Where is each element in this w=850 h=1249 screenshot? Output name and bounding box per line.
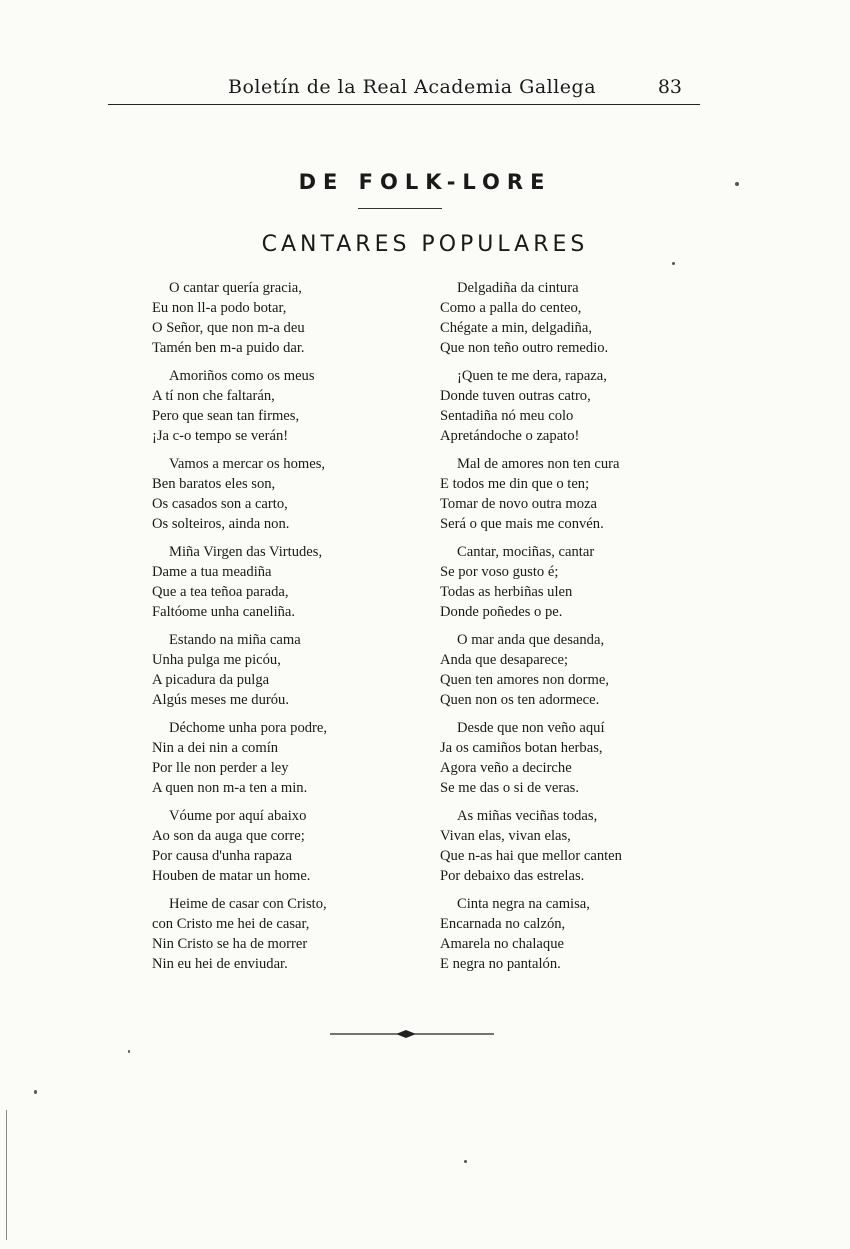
verse-line: Déchome unha pora podre, [169, 720, 328, 736]
ink-speck [464, 1160, 467, 1163]
verse-line: Que n-as hai que mellor canten [440, 848, 622, 864]
stanza [440, 630, 700, 710]
verse-line: Por debaixo das estrelas. [440, 868, 585, 884]
verse-line: E negra no pantalón. [440, 956, 561, 972]
verse-line: Por lle non perder a ley [152, 760, 289, 776]
verse-line: Encarnada no calzón, [440, 916, 566, 932]
verse-line: As miñas veciñas todas, [457, 808, 598, 824]
ink-speck [672, 262, 675, 265]
stanza [152, 542, 412, 622]
verse-line: con Cristo me hei de casar, [152, 916, 310, 932]
verse-line: O Señor, que non m-a deu [152, 320, 305, 336]
stanza [152, 278, 412, 358]
verse-line: Pero que sean tan firmes, [152, 408, 300, 424]
verse-line: Desde que non veño aquí [457, 720, 605, 736]
verse-line: A quen non m-a ten a min. [152, 780, 308, 796]
ink-speck [735, 182, 739, 186]
verse-line: Eu non ll-a podo botar, [152, 300, 287, 316]
end-ornament [330, 1028, 494, 1040]
verse-line: Faltóome unha caneliña. [152, 604, 296, 620]
verse-line: Amarela no chalaque [440, 936, 564, 952]
verse-line: Dame a tua meadiña [152, 564, 272, 580]
verse-line: Delgadiña da cintura [457, 280, 579, 296]
verse-line: Nin Cristo se ha de morrer [152, 936, 308, 952]
ink-speck [128, 1050, 130, 1053]
verse-line: Que non teño outro remedio. [440, 340, 609, 356]
verse-line: Por causa d'unha rapaza [152, 848, 292, 864]
verse-line: Heime de casar con Cristo, [169, 896, 327, 912]
verse-line: Ao son da auga que corre; [152, 828, 305, 844]
verse-line: E todos me din que o ten; [440, 476, 590, 492]
verse-line: Unha pulga me picóu, [152, 652, 281, 668]
verse-line: Tomar de novo outra moza [440, 496, 598, 512]
stanza [440, 454, 700, 534]
verse-line: Que a tea teñoa parada, [152, 584, 289, 600]
left-column [152, 278, 412, 982]
verse-line: Miña Virgen das Virtudes, [169, 544, 323, 560]
verse-line: O cantar quería gracia, [169, 280, 302, 296]
ink-speck [34, 1090, 37, 1094]
page-number: 83 [657, 76, 682, 98]
verse-line: Estando na miña cama [169, 632, 301, 648]
verse-line: Amoriños como os meus [169, 368, 315, 384]
verse-line: Agora veño a decirche [440, 760, 572, 776]
verse-line: Vivan elas, vivan elas, [440, 828, 571, 844]
verse-line: Cinta negra na camisa, [457, 896, 590, 912]
stanza [152, 366, 412, 446]
verse-line: Mal de amores non ten cura [457, 456, 620, 472]
verse-line: Vamos a mercar os homes, [169, 456, 326, 472]
verse-line: Chégate a min, delgadiña, [440, 320, 592, 336]
verse-line: Será o que mais me convén. [440, 516, 604, 532]
verse-line: Se por voso gusto é; [440, 564, 559, 580]
ink-speck [6, 1110, 7, 1240]
verse-line: A tí non che faltarán, [152, 388, 275, 404]
verse-line: Algús meses me duróu. [152, 692, 290, 708]
verse-line: Apretándoche o zapato! [440, 428, 580, 444]
header-rule [108, 104, 700, 105]
verse-line: Ben baratos eles son, [152, 476, 276, 492]
verse-line: Tamén ben m-a puido dar. [152, 340, 305, 356]
page-header [108, 70, 700, 104]
stanza [440, 718, 700, 798]
verse-line: Vóume por aquí abaixo [169, 808, 307, 824]
verse-line: Quen non os ten adormece. [440, 692, 600, 708]
title-divider [358, 208, 442, 209]
verse-line: Quen ten amores non dorme, [440, 672, 609, 688]
verse-line: Donde poñedes o pe. [440, 604, 563, 620]
verse-line: Nin a dei nin a comín [152, 740, 279, 756]
stanza [440, 278, 700, 358]
verse-line: Cantar, mociñas, cantar [457, 544, 595, 560]
verse-line: Ja os camiños botan herbas, [440, 740, 603, 756]
sub-title: CANTARES POPULARES [261, 232, 589, 257]
verse-line: ¡Quen te me dera, rapaza, [457, 368, 607, 384]
stanza [440, 542, 700, 622]
verse-line: Os casados son a carto, [152, 496, 288, 512]
stanza [440, 806, 700, 886]
stanza [152, 630, 412, 710]
stanza [152, 718, 412, 798]
verse-line: Houben de matar un home. [152, 868, 311, 884]
stanza [440, 894, 700, 974]
verse-line: Nin eu hei de enviudar. [152, 956, 288, 972]
verse-line: Os solteiros, ainda non. [152, 516, 290, 532]
verse-line: O mar anda que desanda, [457, 632, 605, 648]
verse-line: Sentadiña nó meu colo [440, 408, 574, 424]
verse-line: A picadura da pulga [152, 672, 270, 688]
running-title: Boletín de la Real Academia Gallega [228, 76, 597, 98]
verse-line: Como a palla do centeo, [440, 300, 582, 316]
stanza [152, 894, 412, 974]
stanza [440, 366, 700, 446]
stanza [152, 454, 412, 534]
verse-line: Anda que desaparece; [440, 652, 569, 668]
section-title: DE FOLK-LORE [298, 170, 552, 194]
stanza [152, 806, 412, 886]
right-column [440, 278, 700, 982]
verse-line: Donde tuven outras catro, [440, 388, 591, 404]
verse-line: Se me das o si de veras. [440, 780, 580, 796]
verse-line: Todas as herbiñas ulen [440, 584, 573, 600]
verse-line: ¡Ja c-o tempo se verán! [152, 428, 289, 444]
